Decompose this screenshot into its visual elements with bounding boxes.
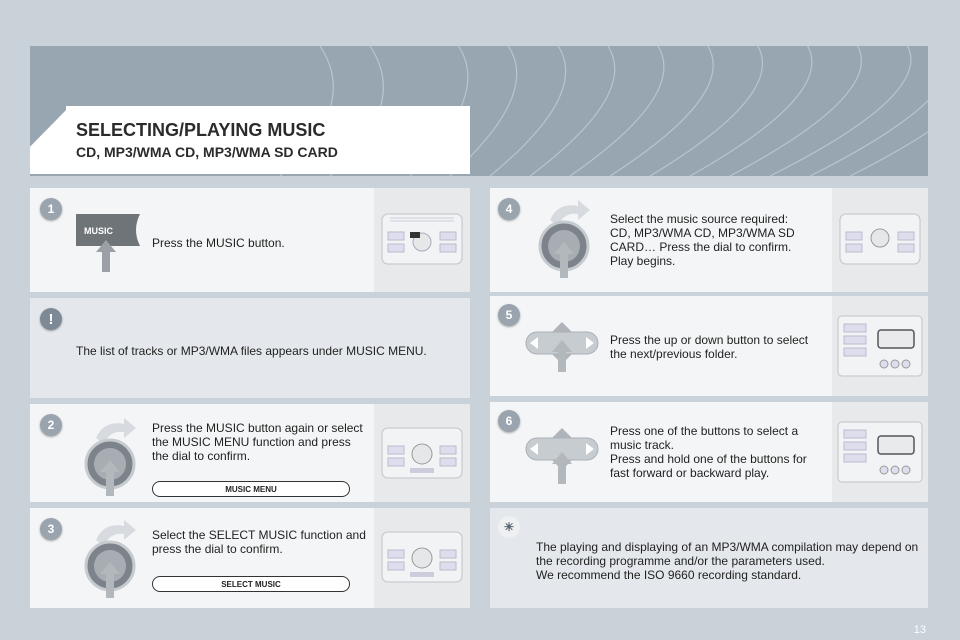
step-number-badge: 6 [498,410,520,432]
step-number-badge: 2 [40,414,62,436]
step-number-badge: 5 [498,304,520,326]
page-subtitle: CD, MP3/WMA CD, MP3/WMA SD CARD [76,144,338,160]
step-number-badge: 4 [498,198,520,220]
radio-illustration [374,404,470,502]
page-number: 13 [913,624,926,636]
step-2-text: Press the MUSIC button again or select the MUSIC MENU function and press the dial to confirm. [152,421,363,463]
step-number-badge: 1 [40,198,62,220]
step-1-text: Press the MUSIC button. [152,236,285,250]
radio-illustration [374,188,470,292]
radio-illustration [832,188,928,292]
direction-pad-illustration [522,318,602,372]
step-5-text: Press the up or down button to select the next/previous folder. [610,333,809,361]
warning-text: The list of tracks or MP3/WMA files appears under MUSIC MENU. [76,344,427,358]
dial-illustration [78,414,144,498]
warning-icon: ! [40,308,62,330]
select-music-label: SELECT MUSIC [152,576,350,592]
step-4-text: Select the music source required: CD, MP3/WMA CD, MP3/WMA SD CARD… Press the dial to confirm. Play begins. [610,212,795,268]
direction-pad-illustration [522,424,602,484]
tip-text: The playing and displaying of an MP3/WMA compilation may depend on the recording programme and/or the parameters used. We recommend the ISO 9660 recording standard. [536,540,919,582]
dial-illustration [532,196,598,280]
lightbulb-icon: ☀ [498,516,520,538]
dial-illustration [78,516,144,600]
step-6-text: Press one of the buttons to select a music track. Press and hold one of the buttons for fast forward or backward play. [610,424,807,480]
music-menu-label: MUSIC MENU [152,481,350,497]
page-title: SELECTING/PLAYING MUSIC [76,120,326,140]
radio-illustration [832,402,928,502]
step-number-badge: 3 [40,518,62,540]
music-button-label: MUSIC [84,226,113,236]
step-3-text: Select the SELECT MUSIC function and press the dial to confirm. [152,528,366,556]
radio-illustration [374,508,470,608]
radio-illustration [832,296,928,396]
music-button-illustration [72,210,146,274]
